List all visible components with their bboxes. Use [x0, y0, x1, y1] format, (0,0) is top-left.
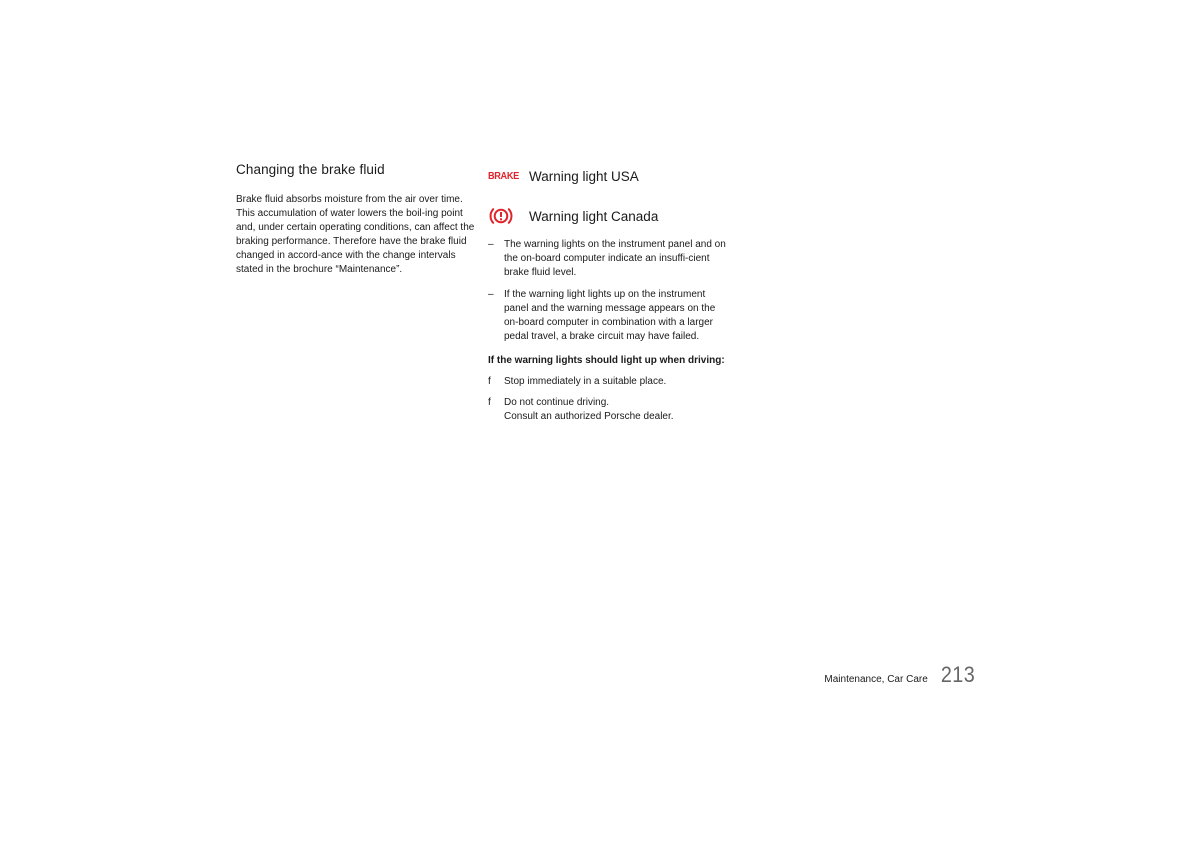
footer-section-label: Maintenance, Car Care: [824, 674, 928, 685]
right-column: [488, 166, 728, 431]
step-marker: f: [488, 376, 491, 387]
dash-marker: –: [488, 289, 494, 300]
warning-light-usa: [488, 166, 728, 186]
brake-warning-circle-icon: [488, 206, 529, 226]
page-footer: [824, 662, 975, 688]
step-text: [504, 375, 728, 389]
list-item: [488, 375, 728, 389]
note-text: If the warning light lights up on the instrument panel and the warning message appears on the on-board computer in combination with a larger pedal travel, a brake circuit may have failed.: [504, 289, 716, 342]
brake-text-icon: BRAKE: [488, 170, 519, 182]
step-line: Consult an authorized Porsche dealer.: [504, 411, 674, 422]
list-item: [488, 288, 728, 344]
list-item: [488, 238, 728, 280]
driving-steps-list: [488, 375, 728, 424]
warning-light-usa-title: Warning light USA: [529, 168, 639, 184]
step-line: Do not continue driving.: [504, 397, 610, 408]
list-item: [488, 396, 728, 424]
section-title-brake-fluid: Changing the brake fluid: [236, 162, 385, 177]
warning-notes-list: [488, 238, 728, 344]
brake-text-icon-slot: [488, 171, 529, 182]
warning-light-canada: [488, 206, 728, 226]
left-column: [236, 162, 476, 277]
step-line: Stop immediately in a suitable place.: [504, 376, 667, 387]
note-text: The warning lights on the instrument panel and on the on-board computer indicate an insuffi-cient brake fluid level.: [504, 239, 726, 278]
brake-warning-circle-svg: [488, 206, 514, 226]
brake-fluid-paragraph: Brake fluid absorbs moisture from the air over time. This accumulation of water lowers the boil-ing point and, under certain operating conditions, can affect the braking performance. Therefore have the brake fluid changed in accord-ance with the change intervals stated in the brochure “Maintenance”.: [236, 194, 475, 275]
step-marker: f: [488, 397, 491, 408]
page-number: 213: [940, 662, 975, 687]
warning-light-canada-title: Warning light Canada: [529, 208, 659, 224]
driving-instructions-heading: If the warning lights should light up when driving:: [488, 355, 725, 366]
step-text: [504, 396, 728, 424]
dash-marker: –: [488, 239, 494, 250]
